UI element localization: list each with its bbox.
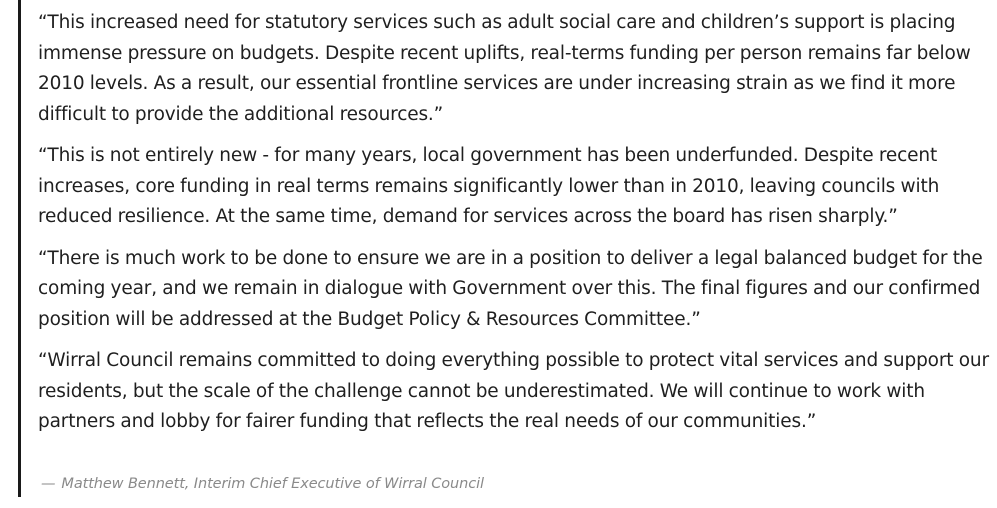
quote-paragraph-4: “Wirral Council remains committed to doing everything possible to protect vital services and support our residents, but the scale of the challenge cannot be underestimated. We will continue to work with partners and lobby for fairer funding that reflects the real needs of our communities.”: [38, 350, 989, 432]
quote-citation: [41, 476, 484, 492]
blockquote: [18, 0, 997, 497]
quote-paragraph-2: “This is not entirely new - for many years, local government has been underfunded. Despite recent increases, core funding in real terms remains significantly lower than in 2010, leaving councils with reduced resilience. At the same time, demand for services across the board has risen sharply.”: [38, 145, 940, 227]
quote-paragraph-3: “There is much work to be done to ensure we are in a position to deliver a legal balanced budget for the coming year, and we remain in dialogue with Government over this. The final figures and our confirmed position will be addressed at the Budget Policy & Resources Committee.”: [38, 247, 983, 330]
quote-body: [38, 8, 996, 449]
citation-text: Matthew Bennett, Interim Chief Executive of Wirral Council: [61, 476, 484, 492]
quote-paragraph-1: “This increased need for statutory services such as adult social care and children’s support is placing immense pressure on budgets. Despite recent uplifts, real-terms funding per person remains far below 2010 levels. As a result, our essential frontline services are under increasing strain as we find it more difficult to provide the additional resources.”: [38, 12, 971, 125]
citation-dash: —: [41, 476, 56, 492]
